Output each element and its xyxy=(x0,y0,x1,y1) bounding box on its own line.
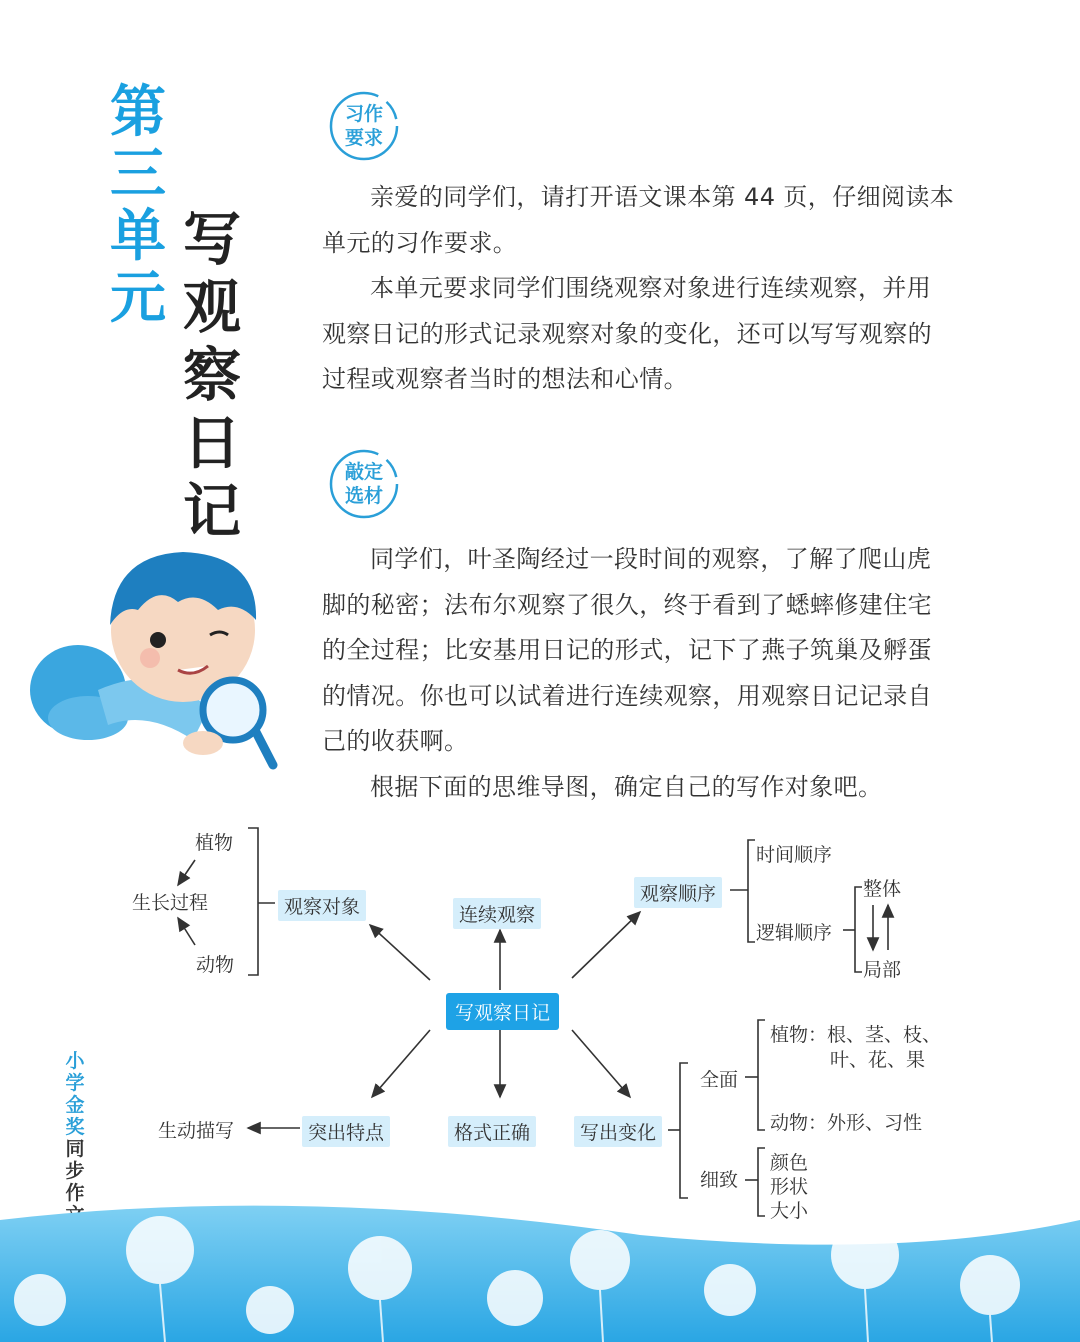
side-char: 步 xyxy=(65,1160,85,1182)
mindmap-node-part: 局部 xyxy=(863,959,902,981)
unit-label-char: 单 xyxy=(110,204,166,269)
mindmap-node-size: 大小 xyxy=(770,1200,809,1222)
title-char: 写 xyxy=(182,205,241,273)
paragraph-line: 过程或观察者当时的想法和心情。 xyxy=(322,365,688,393)
mindmap-node-shape: 形状 xyxy=(770,1176,809,1198)
mindmap-node-logic-order: 逻辑顺序 xyxy=(756,922,833,944)
mindmap-node-plant-parts-2: 叶、花、果 xyxy=(830,1049,926,1071)
mindmap-node-change: 写出变化 xyxy=(574,1116,662,1147)
paragraph-line: 观察日记的形式记录观察对象的变化，还可以写写观察的 xyxy=(322,319,932,348)
paragraph-line: 亲爱的同学们，请打开语文课本第 44 页，仔细阅读本 xyxy=(370,183,955,211)
side-char: 小 xyxy=(65,1050,85,1072)
badge-line: 选材 xyxy=(344,485,383,507)
mindmap-node-highlight: 突出特点 xyxy=(302,1116,390,1147)
unit-label-char: 第 xyxy=(110,80,166,145)
mindmap-node-whole: 整体 xyxy=(863,878,902,900)
side-char: 同 xyxy=(65,1138,85,1160)
mindmap-node-plant-parts: 植物：根、茎、枝、 xyxy=(770,1024,942,1046)
badge-line: 要求 xyxy=(344,127,383,149)
side-char: 金 xyxy=(65,1094,85,1116)
dandelion-field-illustration xyxy=(0,1190,1080,1342)
side-char: 作 xyxy=(65,1182,85,1204)
title-char: 察 xyxy=(182,341,241,409)
paragraph-line: 脚的秘密；法布尔观察了很久，终于看到了蟋蟀修建住宅 xyxy=(322,590,932,619)
paragraph-line: 单元的习作要求。 xyxy=(322,228,518,257)
paragraph-line: 己的收获啊。 xyxy=(322,727,469,755)
mindmap-node-plant: 植物 xyxy=(195,832,234,854)
mindmap-node-format: 格式正确 xyxy=(448,1116,536,1147)
mindmap-node-animal-parts: 动物：外形、习性 xyxy=(770,1112,923,1134)
paragraph-line: 根据下面的思维导图，确定自己的写作对象吧。 xyxy=(370,772,883,801)
badge-line: 敲定 xyxy=(344,461,383,483)
title-char: 观 xyxy=(182,273,241,341)
mindmap-node-comprehensive: 全面 xyxy=(700,1069,739,1091)
mindmap-node-order: 观察顺序 xyxy=(634,877,722,908)
side-char: 奖 xyxy=(65,1116,85,1138)
mindmap-node-time-order: 时间顺序 xyxy=(756,844,833,866)
mindmap-node-detailed: 细致 xyxy=(700,1169,739,1191)
mindmap-node-growth: 生长过程 xyxy=(132,892,209,914)
mindmap-node-vivid: 生动描写 xyxy=(158,1120,235,1142)
badge-line: 习作 xyxy=(344,103,383,125)
title-char: 日 xyxy=(182,409,241,477)
mindmap-center-node: 写观察日记 xyxy=(446,993,559,1030)
mindmap-node-animal: 动物 xyxy=(196,954,235,976)
mindmap-node-color: 颜色 xyxy=(770,1152,809,1174)
paragraph-line: 的情况。你也可以试着进行连续观察，用观察日记记录自 xyxy=(322,681,932,710)
mindmap-node-object: 观察对象 xyxy=(278,890,366,921)
side-char: 学 xyxy=(65,1072,85,1094)
paragraph-line: 的全过程；比安基用日记的形式，记下了燕子筑巢及孵蛋 xyxy=(322,636,932,664)
paragraph-line: 同学们，叶圣陶经过一段时间的观察，了解了爬山虎 xyxy=(370,545,932,573)
unit-label-char: 元 xyxy=(110,266,166,331)
paragraph-line: 本单元要求同学们围绕观察对象进行连续观察，并用 xyxy=(370,274,932,302)
mindmap-node-continuous: 连续观察 xyxy=(453,898,541,929)
title-char: 记 xyxy=(182,477,241,545)
unit-label-char: 三 xyxy=(110,142,166,207)
